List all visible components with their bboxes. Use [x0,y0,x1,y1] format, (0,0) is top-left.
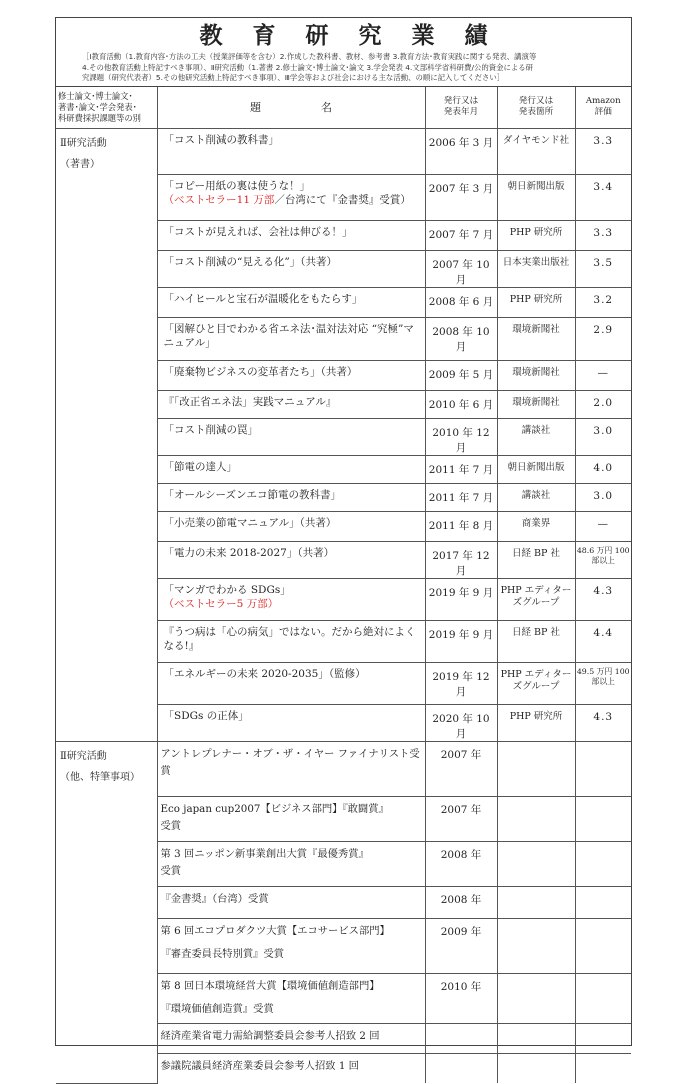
award-text [157,796,425,841]
records-table [56,87,631,1084]
book-publisher: PHP エディターズグループ [497,662,575,704]
award-publisher-empty [497,918,575,973]
book-title: 「節電の達人」 [157,455,425,483]
award-date: 2008 年 [425,841,497,886]
instruction-line-2: 4.その他教育活動上特記すべき事項）、Ⅱ研究活動（1.著書 2.修士論文･博士論文･論文 3.学会発表 4.文部科学省科研費/公的資金による研 [82,62,534,72]
book-publisher: PHP 研究所 [497,704,575,741]
award-text [157,1053,425,1083]
section-label-awards [56,741,157,1083]
book-date: 2008 年 10 月 [425,317,497,360]
award-publisher-empty [497,1023,575,1053]
award-line: アントレプレナー・オブ・ザ・イヤー ファイナリスト受賞 [160,747,420,777]
column-header-rating [575,87,631,128]
book-rating: 3.4 [575,174,631,220]
book-rating: — [575,360,631,390]
book-rating: 3.2 [575,287,631,317]
book-date: 2019 年 9 月 [425,578,497,620]
book-publisher: 商業界 [497,511,575,541]
book-publisher: 講談社 [497,418,575,455]
book-rating: 48.6 万円 100 部以上 [575,541,631,578]
book-date: 2009 年 5 月 [425,360,497,390]
column-header-publisher [497,87,575,128]
book-title: 「図解ひと目でわかる省エネ法･温対法対応 “究極”マニュアル」 [157,317,425,360]
instruction-note [56,52,631,84]
category-header-line: 科研費採択課題等の別 [58,112,141,123]
book-rating: 4.3 [575,704,631,741]
award-publisher-empty [497,886,575,918]
section-label-books [56,128,157,741]
book-title: 「電力の未来 2018-2027」（共著） [157,541,425,578]
bestseller-note: （ベストセラー5 万部） [163,597,279,610]
award-text [157,973,425,1023]
category-header-line: 著書･論文･学会発表･ [58,101,137,112]
date-header-line: 発行又は [443,96,479,107]
award-text [157,841,425,886]
book-title-cell [157,174,425,220]
book-publisher: PHP 研究所 [497,220,575,250]
book-date: 2007 年 7 月 [425,220,497,250]
book-date: 2011 年 8 月 [425,511,497,541]
award-line: 第 8 回日本環境経営大賞【環境価値創造部門】 [160,979,380,992]
book-date: 2010 年 6 月 [425,390,497,418]
award-date: 2007 年 [425,796,497,841]
page-title: 教育研究業績 [199,22,518,49]
award-text [157,918,425,973]
section-label: Ⅱ研究活動 [60,750,107,762]
book-date: 2006 年 3 月 [425,128,497,174]
book-rating: 3.3 [575,128,631,174]
award-text [157,1023,425,1053]
book-date: 2011 年 7 月 [425,455,497,483]
book-rating: 3.3 [575,220,631,250]
award-line: 『環境価値創造賞』受賞 [160,1002,274,1015]
book-rating: 2.0 [575,390,631,418]
book-rating: 49.5 万円 100 部以上 [575,662,631,704]
award-line: 『審査委員長特別賞』受賞 [160,947,285,960]
book-title: 「コスト削減の“見える化”」（共著） [157,250,425,287]
sheet-header [56,18,631,87]
book-date: 2019 年 9 月 [425,620,497,662]
award-rating-empty [575,918,631,973]
book-title: 「小売業の節電マニュアル」（共著） [157,511,425,541]
award-publisher-empty [497,1053,575,1083]
book-rating: 3.5 [575,250,631,287]
award-line: 受賞 [160,819,182,832]
book-title: 「マンガでわかる SDGs」 [163,583,291,596]
award-line: 受賞 [160,864,182,877]
book-title: 「廃棄物ビジネスの変革者たち」（共著） [157,360,425,390]
book-date: 2019 年 12 月 [425,662,497,704]
book-date: 2007 年 10 月 [425,250,497,287]
book-date: 2010 年 12 月 [425,418,497,455]
award-rating-empty [575,741,631,796]
book-title: 「コピー用紙の裏は使うな！」 [163,179,311,192]
book-rating: 4.4 [575,620,631,662]
award-publisher-empty [497,741,575,796]
rating-header-line: 評価 [594,107,612,118]
section-sublabel: （他、特筆事項） [60,771,140,783]
research-record-sheet [55,17,632,1072]
book-rating: 4.3 [575,578,631,620]
award-line: 参議院議員経済産業委員会参考人招致 1 回 [160,1059,359,1072]
award-publisher-empty [497,796,575,841]
book-publisher: 日経 BP 社 [497,620,575,662]
instruction-line-3: 究課題（研究代表者）5.その他研究活動上特記すべき事項）、Ⅲ学会等および社会における主な活動、の順に記入してください］ [82,73,505,83]
award-date [425,1023,497,1053]
book-rating: 4.0 [575,455,631,483]
award-line: 第 3 回ニッポン新事業創出大賞『最優秀賞』 [160,847,369,860]
book-date: 2020 年 10 月 [425,704,497,741]
book-date: 2017 年 12 月 [425,541,497,578]
book-title: 「コスト削減の教科書」 [157,128,425,174]
book-rating: 3.0 [575,483,631,511]
section-label: Ⅱ研究活動 [60,137,107,149]
award-rating-empty [575,1053,631,1083]
book-rating: — [575,511,631,541]
award-rating-empty [575,886,631,918]
book-publisher: PHP 研究所 [497,287,575,317]
award-rating-empty [575,1023,631,1053]
book-date: 2008 年 6 月 [425,287,497,317]
section-sublabel: （著書） [60,158,100,170]
book-title-cell [157,578,425,620]
award-line: 経済産業省電力需給調整委員会参考人招致 2 回 [160,1029,380,1042]
award-date: 2010 年 [425,973,497,1023]
date-header-line: 発表年月 [443,107,479,118]
book-title: 「コストが見えれば、会社は伸びる！」 [157,220,425,250]
award-date: 2009 年 [425,918,497,973]
book-publisher: 朝日新聞出版 [497,174,575,220]
award-text [157,886,425,918]
table-header-row [56,87,631,128]
publisher-header-line: 発表箇所 [518,107,554,118]
book-publisher: 環境新聞社 [497,390,575,418]
book-rating: 3.0 [575,418,631,455]
instruction-line-1: ［Ⅰ教育活動（1.教育内容･方法の工夫（授業評価等を含む）2.作成した教科書、教材、参考書 3.教育方法･教育実践に関する発表、講演等 [82,52,537,61]
book-publisher: 日本実業出版社 [497,250,575,287]
column-header-category [56,87,157,128]
rating-header-line: Amazon [585,96,621,107]
award-note: ／台湾にて『金書奨』受賞） [274,193,411,206]
book-publisher: 日経 BP 社 [497,541,575,578]
book-title: 「コスト削減の罠」 [157,418,425,455]
award-rating-empty [575,973,631,1023]
book-publisher: 朝日新聞出版 [497,455,575,483]
column-header-date [425,87,497,128]
book-date: 2011 年 7 月 [425,483,497,511]
column-header-title: 題名 [157,87,425,128]
award-date [425,1053,497,1083]
award-date: 2007 年 [425,741,497,796]
book-publisher: 環境新聞社 [497,360,575,390]
book-title: 「エネルギーの未来 2020-2035」（監修） [157,662,425,704]
publisher-header-line: 発行又は [518,96,554,107]
award-publisher-empty [497,841,575,886]
award-line: 第 6 回エコプロダクツ大賞【エコサービス部門】 [160,924,390,937]
book-note [164,193,419,207]
award-line: Eco japan cup2007【ビジネス部門】『敢闘賞』 [160,802,389,815]
bestseller-note: （ベストセラー11 万部 [163,193,275,206]
book-title: 『うつ病は「心の病気」ではない。だから絶対によくなる!』 [157,620,425,662]
award-publisher-empty [497,973,575,1023]
book-rating: 2.9 [575,317,631,360]
book-publisher: 講談社 [497,483,575,511]
table-row [56,741,631,796]
award-text [157,741,425,796]
table-row [56,128,631,174]
book-title: 「SDGs の正体」 [157,704,425,741]
award-line: 『金書奨』（台湾）受賞 [160,892,269,905]
book-publisher: 環境新聞社 [497,317,575,360]
book-date: 2007 年 3 月 [425,174,497,220]
book-title: 『「改正省エネ法」実践マニュアル』 [157,390,425,418]
award-date: 2008 年 [425,886,497,918]
book-title: 「オールシーズンエコ節電の教科書」 [157,483,425,511]
award-rating-empty [575,796,631,841]
book-title: 「ハイヒールと宝石が温暖化をもたらす」 [157,287,425,317]
award-rating-empty [575,841,631,886]
book-publisher: PHP エディターズグループ [497,578,575,620]
book-publisher: ダイヤモンド社 [497,128,575,174]
category-header-line: 修士論文･博士論文･ [58,90,133,101]
